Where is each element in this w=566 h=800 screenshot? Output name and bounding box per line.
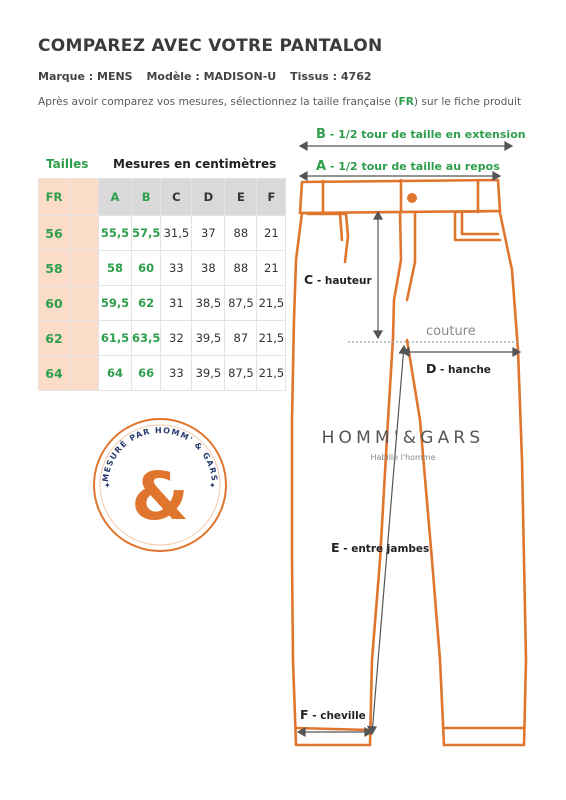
cell-fr: 60 (39, 286, 70, 321)
label-b-letter: B (316, 127, 326, 142)
pants-outline-right (444, 213, 526, 745)
cell-b: 60 (132, 251, 161, 286)
cell-c: 32 (161, 321, 192, 356)
cell-c: 33 (161, 356, 192, 391)
seal-ring-text: MESURÉ PAR HOMM' & GARS (100, 425, 219, 483)
header-b: B (132, 179, 161, 216)
cell-a: 58 (99, 251, 132, 286)
waist-button-icon (407, 193, 417, 203)
instruction-before: Après avoir comparez vos mesures, sélectionnez la taille française ( (38, 96, 399, 108)
cell-b: 63,5 (132, 321, 161, 356)
cell-f: 21,5 (257, 286, 286, 321)
page-title: COMPAREZ AVEC VOTRE PANTALON (38, 36, 383, 56)
brand-name: HOMM'&GARS (321, 428, 485, 448)
label-a (316, 159, 500, 174)
cell-d: 38,5 (192, 286, 225, 321)
header-a: A (99, 179, 132, 216)
header-fr: FR (39, 179, 70, 216)
instruction-after: ) sur le fiche produit (413, 96, 522, 108)
arrow-e-head-top (400, 346, 408, 354)
label-b-text: - 1/2 tour de taille en extension (325, 128, 526, 141)
cell-b: 57,5 (132, 216, 161, 251)
label-d-text: - hanche (436, 364, 491, 376)
cell-fr: 56 (39, 216, 70, 251)
label-e-letter: E (331, 540, 340, 555)
seal-star-right-icon: ✦ (209, 481, 216, 490)
model-meta: Modèle : MADISON-U (146, 70, 277, 83)
cell-e: 88 (225, 251, 257, 286)
arrow-c-head-bottom (374, 331, 382, 338)
cell-c: 31 (161, 286, 192, 321)
label-a-letter: A (316, 159, 327, 174)
label-f-text: - cheville (308, 710, 366, 722)
label-e-text: - entre jambes (339, 543, 430, 555)
cell-d: 39,5 (192, 321, 225, 356)
pocket-left-inner (308, 214, 342, 240)
cell-a: 55,5 (99, 216, 132, 251)
label-couture: couture (426, 324, 476, 339)
cell-d: 39,5 (192, 356, 225, 391)
fly-stitch (407, 212, 415, 300)
cell-d: 38 (192, 251, 225, 286)
label-c-letter: C (304, 272, 314, 287)
label-f-letter: F (300, 707, 309, 722)
header-e: E (225, 179, 257, 216)
cell-e: 87 (225, 321, 257, 356)
cell-f: 21,5 (257, 356, 286, 391)
cell-f: 21 (257, 216, 286, 251)
cell-a: 61,5 (99, 321, 132, 356)
cell-fr: 62 (39, 321, 70, 356)
header-c: C (161, 179, 192, 216)
sizes-label: Tailles (46, 157, 89, 171)
label-c (304, 272, 372, 287)
instruction-highlight: FR (398, 96, 414, 108)
arrow-a-head-left (300, 172, 307, 180)
cell-f: 21,5 (257, 321, 286, 356)
cell-d: 37 (192, 216, 225, 251)
label-b (316, 127, 526, 142)
measures-label: Mesures en centimètres (113, 157, 277, 171)
label-f (300, 707, 366, 722)
cell-f: 21 (257, 251, 286, 286)
brand-meta: Marque : MENS (38, 70, 133, 83)
label-d (426, 361, 491, 376)
fabric-meta: Tissus : 4762 (290, 70, 372, 83)
header-f: F (257, 179, 286, 216)
cell-fr: 64 (39, 356, 70, 391)
arrow-b-head-right (505, 142, 512, 150)
fly-line (393, 212, 401, 338)
label-c-text: - hauteur (313, 275, 372, 287)
cell-c: 33 (161, 251, 192, 286)
cell-a: 59,5 (99, 286, 132, 321)
label-d-letter: D (426, 361, 437, 376)
label-a-text: - 1/2 tour de taille au repos (326, 160, 500, 173)
ampersand-icon: & (131, 458, 189, 535)
cell-e: 87,5 (225, 286, 257, 321)
cell-e: 88 (225, 216, 257, 251)
seal-star-left-icon: ✦ (104, 481, 111, 490)
label-e (331, 540, 429, 555)
brand-tagline: Habille l'homme (370, 453, 436, 462)
pants-outline-left (292, 213, 370, 745)
arrow-b-head-left (300, 142, 307, 150)
header-d: D (192, 179, 225, 216)
hem-left (296, 728, 370, 730)
cell-b: 66 (132, 356, 161, 391)
cell-e: 87,5 (225, 356, 257, 391)
cell-a: 64 (99, 356, 132, 391)
cell-fr: 58 (39, 251, 70, 286)
cell-c: 31,5 (161, 216, 192, 251)
cell-b: 62 (132, 286, 161, 321)
pocket-right-inner (462, 214, 498, 234)
